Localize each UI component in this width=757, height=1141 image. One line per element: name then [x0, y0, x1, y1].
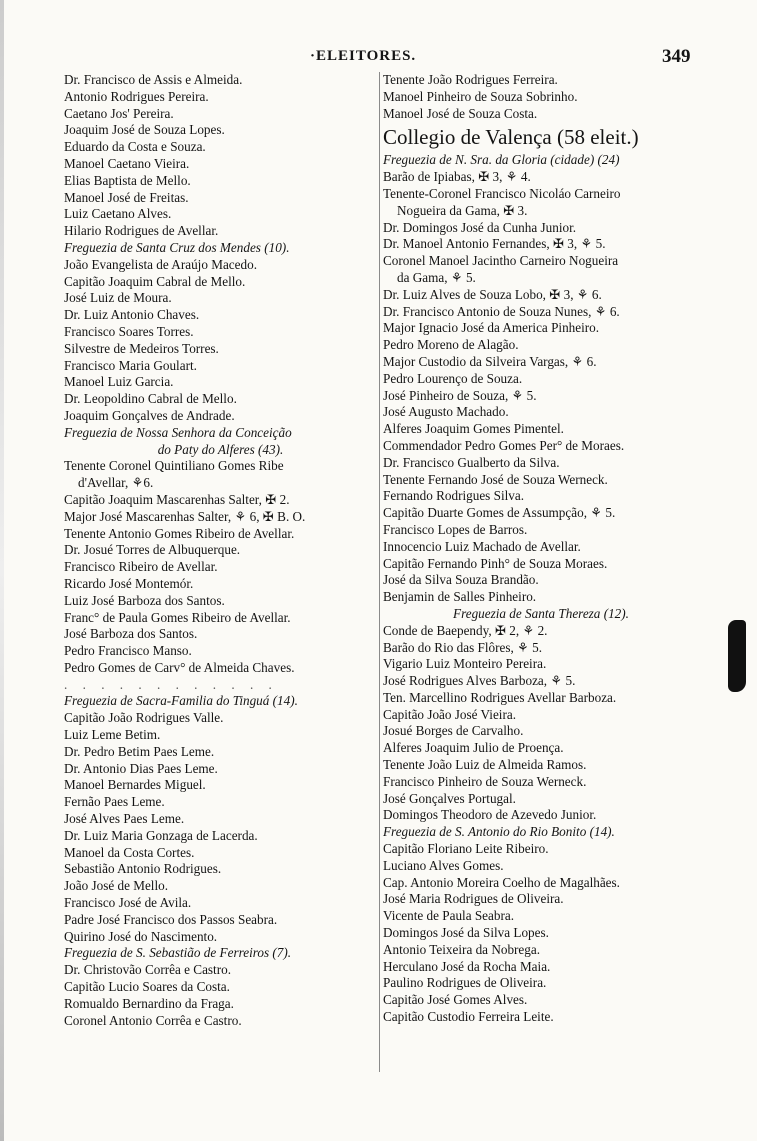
elector-entry: Tenente-Coronel Francisco Nicoláo Carneiro: [383, 185, 621, 201]
elector-entry: Francisco Maria Goulart.: [64, 357, 197, 373]
elector-entry: Cap. Antonio Moreira Coelho de Magalhães.: [383, 874, 620, 890]
elector-entry: da Gama, ⚘ 5.: [397, 269, 476, 285]
elector-entry: Dr. Antonio Dias Paes Leme.: [64, 760, 218, 776]
elector-entry: Dr. Luiz Antonio Chaves.: [64, 307, 200, 323]
parish-heading: Freguezia de Santa Thereza (12).: [453, 605, 629, 621]
elector-entry: Innocencio Luiz Machado de Avellar.: [383, 538, 581, 554]
elector-entry: Capitão Floriano Leite Ribeiro.: [383, 841, 549, 857]
elector-entry: Major Ignacio José da America Pinheiro.: [383, 320, 600, 336]
column-divider: [379, 72, 380, 1072]
elector-entry: Manoel Luiz Garcia.: [64, 374, 174, 390]
elector-entry: Dr. Luiz Maria Gonzaga de Lacerda.: [64, 827, 258, 843]
elector-entry: Dr. Francisco de Assis e Almeida.: [64, 72, 243, 87]
elector-entry: Luiz José Barboza dos Santos.: [64, 592, 225, 608]
college-heading: Collegio de Valença (58 eleit.): [383, 125, 639, 150]
elector-entry: Dr. Francisco Antonio de Souza Nunes, ⚘ 6.: [383, 303, 620, 319]
elector-entry: José Luiz de Moura.: [64, 290, 172, 306]
elector-entry: Capitão Custodio Ferreira Leite.: [383, 1009, 554, 1025]
elector-entry: Francisco Ribeiro de Avellar.: [64, 559, 218, 575]
elector-entry: Tenente João Rodrigues Ferreira.: [383, 72, 558, 87]
elector-entry: Dr. Domingos José da Cunha Junior.: [383, 219, 577, 235]
elector-entry: Josué Borges de Carvalho.: [383, 723, 524, 739]
elector-entry: José Alves Paes Leme.: [64, 811, 185, 827]
elector-entry: Dr. Leopoldino Cabral de Mello.: [64, 391, 237, 407]
elector-entry: Herculano José da Rocha Maia.: [383, 958, 551, 974]
elector-entry: Conde de Baependy, ✠ 2, ⚘ 2.: [383, 622, 548, 638]
elector-entry: Padre José Francisco dos Passos Seabra.: [64, 911, 278, 927]
elector-entry: Alferes Joaquim Julio de Proença.: [383, 740, 564, 756]
elector-entry: Luiz Caetano Alves.: [64, 206, 172, 222]
left-column: [64, 72, 377, 1029]
elector-entry: José Maria Rodrigues de Oliveira.: [383, 891, 564, 907]
elector-entry: Capitão Joaquim Cabral de Mello.: [64, 273, 246, 289]
parish-heading: Freguezia de S. Sebastião de Ferreiros (7).: [64, 945, 292, 961]
elector-entry: Pedro Lourenço de Souza.: [383, 370, 523, 386]
elector-entry: Pedro Francisco Manso.: [64, 643, 192, 659]
elector-entry: Capitão João Rodrigues Valle.: [64, 710, 224, 726]
elector-entry: d'Avellar, ⚘6.: [78, 475, 154, 491]
elector-entry: Dr. Francisco Gualberto da Silva.: [383, 454, 560, 470]
elector-entry: Capitão Joaquim Mascarenhas Salter, ✠ 2.: [64, 491, 290, 507]
elector-entry: João José de Mello.: [64, 878, 169, 894]
elector-entry: José Barboza dos Santos.: [64, 626, 198, 642]
elector-entry: Joaquim Gonçalves de Andrade.: [64, 407, 235, 423]
elector-entry: Manoel da Costa Cortes.: [64, 844, 195, 860]
elector-entry: Tenente Coronel Quintiliano Gomes Ribe: [64, 458, 284, 474]
elector-entry: Barão de Ipiabas, ✠ 3, ⚘ 4.: [383, 169, 531, 185]
elector-entry: José Gonçalves Portugal.: [383, 790, 516, 806]
elector-entry: José Rodrigues Alves Barboza, ⚘ 5.: [383, 673, 576, 689]
elector-entry: Pedro Gomes de Carv° de Almeida Chaves.: [64, 659, 295, 675]
elector-entry: Antonio Teixeira da Nobrega.: [383, 941, 541, 957]
elector-entry: Tenente Antonio Gomes Ribeiro de Avellar.: [64, 525, 295, 541]
elector-entry: Alferes Joaquim Gomes Pimentel.: [383, 421, 564, 437]
running-title: ·ELEITORES.: [310, 48, 417, 64]
dot-separator: . . . . . . . . . . . .: [64, 676, 278, 692]
elector-entry: Romualdo Bernardino da Fraga.: [64, 995, 234, 1011]
elector-entry: Ten. Marcellino Rodrigues Avellar Barboza.: [383, 689, 617, 705]
right-column: [383, 72, 699, 1026]
elector-entry: Luiz Leme Betim.: [64, 727, 161, 743]
elector-entry: Capitão Duarte Gomes de Assumpção, ⚘ 5.: [383, 505, 616, 521]
elector-entry: Coronel Antonio Corrêa e Castro.: [64, 1012, 242, 1028]
elector-entry: Paulino Rodrigues de Oliveira.: [383, 975, 547, 991]
elector-entry: Manoel Pinheiro de Souza Sobrinho.: [383, 88, 578, 104]
elector-entry: Franc° de Paula Gomes Ribeiro de Avellar.: [64, 609, 291, 625]
elector-entry: Luciano Alves Gomes.: [383, 857, 504, 873]
elector-entry: Francisco Lopes de Barros.: [383, 521, 528, 537]
ink-blot: [728, 620, 746, 692]
elector-entry: Capitão João José Vieira.: [383, 706, 517, 722]
elector-entry: Capitão José Gomes Alves.: [383, 992, 528, 1008]
elector-entry: Tenente Fernando José de Souza Werneck.: [383, 471, 608, 487]
elector-entry: Commendador Pedro Gomes Per° de Moraes.: [383, 437, 625, 453]
elector-entry: Manoel Caetano Vieira.: [64, 155, 190, 171]
elector-entry: Antonio Rodrigues Pereira.: [64, 88, 209, 104]
elector-entry: Francisco José de Avila.: [64, 895, 192, 911]
elector-entry: Fernando Rodrigues Silva.: [383, 488, 525, 504]
elector-entry: Eduardo da Costa e Souza.: [64, 139, 206, 155]
page-header: [0, 44, 757, 74]
elector-entry: Hilario Rodrigues de Avellar.: [64, 223, 219, 239]
elector-entry: Barão do Rio das Flôres, ⚘ 5.: [383, 639, 543, 655]
page-edge: [0, 0, 4, 1141]
elector-entry: Elias Baptista de Mello.: [64, 172, 191, 188]
elector-entry: Dr. Christovão Corrêa e Castro.: [64, 962, 232, 978]
elector-entry: João Evangelista de Araújo Macedo.: [64, 256, 257, 272]
elector-entry: Manoel José de Freitas.: [64, 189, 189, 205]
elector-entry: Nogueira da Gama, ✠ 3.: [397, 202, 528, 218]
elector-entry: Dr. Josué Torres de Albuquerque.: [64, 542, 241, 558]
elector-entry: Sebastião Antonio Rodrigues.: [64, 861, 222, 877]
elector-entry: Major José Mascarenhas Salter, ⚘ 6, ✠ B. O.: [64, 508, 306, 524]
elector-entry: Ricardo José Montemór.: [64, 575, 194, 591]
elector-entry: Major Custodio da Silveira Vargas, ⚘ 6.: [383, 353, 597, 369]
elector-entry: Francisco Soares Torres.: [64, 323, 194, 339]
elector-entry: Fernão Paes Leme.: [64, 794, 165, 810]
elector-entry: Francisco Pinheiro de Souza Werneck.: [383, 773, 587, 789]
parish-heading: Freguezia de Santa Cruz dos Mendes (10).: [64, 239, 290, 255]
elector-entry: Benjamin de Salles Pinheiro.: [383, 589, 537, 605]
parish-heading: Freguezia de S. Antonio do Rio Bonito (14).: [383, 824, 615, 840]
elector-entry: José Pinheiro de Souza, ⚘ 5.: [383, 387, 537, 403]
parish-heading: Freguezia de Nossa Senhora da Conceição: [64, 424, 292, 440]
elector-entry: Capitão Lucio Soares da Costa.: [64, 979, 230, 995]
parish-heading: Freguezia de Sacra-Familia do Tinguá (14).: [64, 693, 298, 709]
elector-entry: Joaquim José de Souza Lopes.: [64, 122, 225, 138]
elector-entry: Dr. Manoel Antonio Fernandes, ✠ 3, ⚘ 5.: [383, 236, 606, 252]
page-number: 349: [662, 46, 691, 67]
elector-entry: Dr. Pedro Betim Paes Leme.: [64, 743, 215, 759]
elector-entry: Silvestre de Medeiros Torres.: [64, 340, 219, 356]
elector-entry: Caetano Jos' Pereira.: [64, 105, 174, 121]
elector-entry: Pedro Moreno de Alagão.: [383, 337, 519, 353]
elector-entry: Manoel Bernardes Miguel.: [64, 777, 206, 793]
elector-entry: Vigario Luiz Monteiro Pereira.: [383, 656, 547, 672]
elector-entry: Dr. Luiz Alves de Souza Lobo, ✠ 3, ⚘ 6.: [383, 286, 602, 302]
elector-entry: Domingos José da Silva Lopes.: [383, 925, 549, 941]
elector-entry: Manoel José de Souza Costa.: [383, 105, 538, 121]
elector-entry: José Augusto Machado.: [383, 404, 509, 420]
elector-entry: Capitão Fernando Pinh° de Souza Moraes.: [383, 555, 608, 571]
elector-entry: José da Silva Souza Brandão.: [383, 572, 539, 588]
elector-entry: Quirino José do Nascimento.: [64, 928, 218, 944]
elector-entry: Domingos Theodoro de Azevedo Junior.: [383, 807, 597, 823]
elector-entry: Vicente de Paula Seabra.: [383, 908, 515, 924]
elector-entry: Tenente João Luiz de Almeida Ramos.: [383, 757, 587, 773]
elector-entry: Coronel Manoel Jacintho Carneiro Nogueira: [383, 253, 619, 269]
parish-heading: Freguezia de N. Sra. da Gloria (cidade) (24): [383, 152, 620, 168]
parish-heading: do Paty do Alferes (43).: [157, 441, 284, 457]
